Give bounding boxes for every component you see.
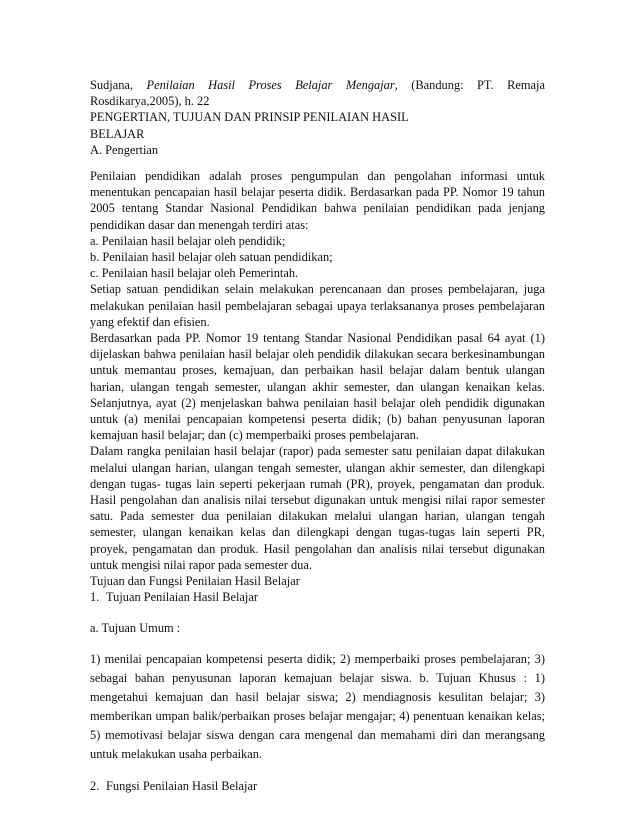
paragraph: Setiap satuan pendidikan selain melakukan perencanaan dan proses pembelajaran, juga melakukan penilaian hasil pembelajaran sebagai upaya terlaksananya proses pembelajaran yang efektif dan efisien.	[90, 282, 545, 329]
list-item: b. Penilaian hasil belajar oleh satuan pendidikan;	[90, 250, 333, 265]
section-heading-tujuan-fungsi: Tujuan dan Fungsi Penilaian Hasil Belajar	[90, 574, 300, 589]
spacer	[90, 636, 545, 650]
paragraph: Penilaian pendidikan adalah proses pengumpulan dan pengolahan informasi untuk menentukan pencapaian hasil belajar peserta didik. Berdasarkan pada PP. Nomor 19 tahun 2005 tentang Standar Nasional Pendidikan bahwa penilaian pendidikan pada jenjang pendidikan dasar dan menengah terdiri atas:	[90, 169, 545, 232]
citation-title: Penilaian Hasil Proses Belajar Mengajar	[146, 78, 395, 92]
section-heading-pengertian: A. Pengertian	[90, 142, 159, 157]
paragraph: Berdasarkan pada PP. Nomor 19 tentang Standar Nasional Pendidikan pasal 64 ayat (1) dijelaskan bahwa penilaian hasil belajar oleh pendidik dilakukan secara berkesinambungan untuk memantau proses, kemajuan, dan perbaikan hasil belajar dalam bentuk ulangan harian, ulangan tengah semester, ulangan akhir semester, dan ulangan kenaikan kelas. Selanjutnya, ayat (2) menjelaskan bahwa penilaian hasil belajar oleh pendidik digunakan untuk (a) menilai pencapaian kompetensi peserta didik; (b) bahan penyusunan laporan kemajuan hasil belajar; dan (c) memperbaiki proses pembelajaran.	[90, 331, 545, 443]
subheading-number: 2.	[90, 778, 100, 793]
subheading-text: Fungsi Penilaian Hasil Belajar	[106, 778, 258, 793]
document-body	[90, 77, 545, 794]
citation-author: Sudjana,	[90, 78, 134, 92]
list-item: a. Penilaian hasil belajar oleh pendidik;	[90, 233, 286, 248]
subheading-number: 1.	[90, 590, 100, 605]
list-item: c. Penilaian hasil belajar oleh Pemerintah.	[90, 266, 299, 281]
main-heading: PENGERTIAN, TUJUAN DAN PRINSIP PENILAIAN HASIL BELAJAR	[90, 110, 409, 141]
spacer	[90, 764, 545, 778]
spacer	[90, 158, 545, 168]
paragraph: Dalam rangka penilaian hasil belajar (rapor) pada semester satu penilaian dapat dilakukan melalui ulangan harian, ulangan tengah semester, ulangan akhir semester, dan dilengkapi dengan tugas- tugas lain seperti pekerjaan rumah (PR), proyek, pengamatan dan produk. Hasil pengolahan dan analisis nilai tersebut digunakan untuk mengisi nilai rapor semester satu. Pada semester dua penilaian dilakukan melalui ulangan harian, ulangan tengah semester, ulangan kenaikan kelas dan dilengkapi dengan tugas-tugas lain seperti PR, proyek, pengamatan dan produk. Hasil pengolahan dan analisis nilai tersebut digunakan untuk mengisi nilai rapor pada semester dua.	[90, 444, 545, 572]
citation-publisher: , (Bandung: PT. Remaja Rosdikarya,2005), h. 22	[90, 78, 545, 109]
spacer	[90, 606, 545, 620]
subheading-text: Tujuan Penilaian Hasil Belajar	[106, 590, 258, 605]
subheading-tujuan	[90, 589, 545, 605]
citation	[90, 77, 545, 109]
paragraph: 1) menilai pencapaian kompetensi peserta didik; 2) memperbaiki proses pembelajaran; 3) sebagai bahan penyusunan laporan kemajuan belajar siswa. b. Tujuan Khusus : 1) mengetahui kemajuan dan hasil belajar siswa; 2) mendiagnosis kesulitan belajar; 3) memberikan umpan balik/perbaikan proses belajar mengajar; 4) penentuan kenaikan kelas; 5) memotivasi belajar siswa dengan cara mengenal dan memahami diri dan merangsang untuk melakukan usaha perbaikan.	[90, 651, 545, 761]
tujuan-umum-label: a. Tujuan Umum :	[90, 620, 181, 635]
subheading-fungsi	[90, 778, 545, 794]
